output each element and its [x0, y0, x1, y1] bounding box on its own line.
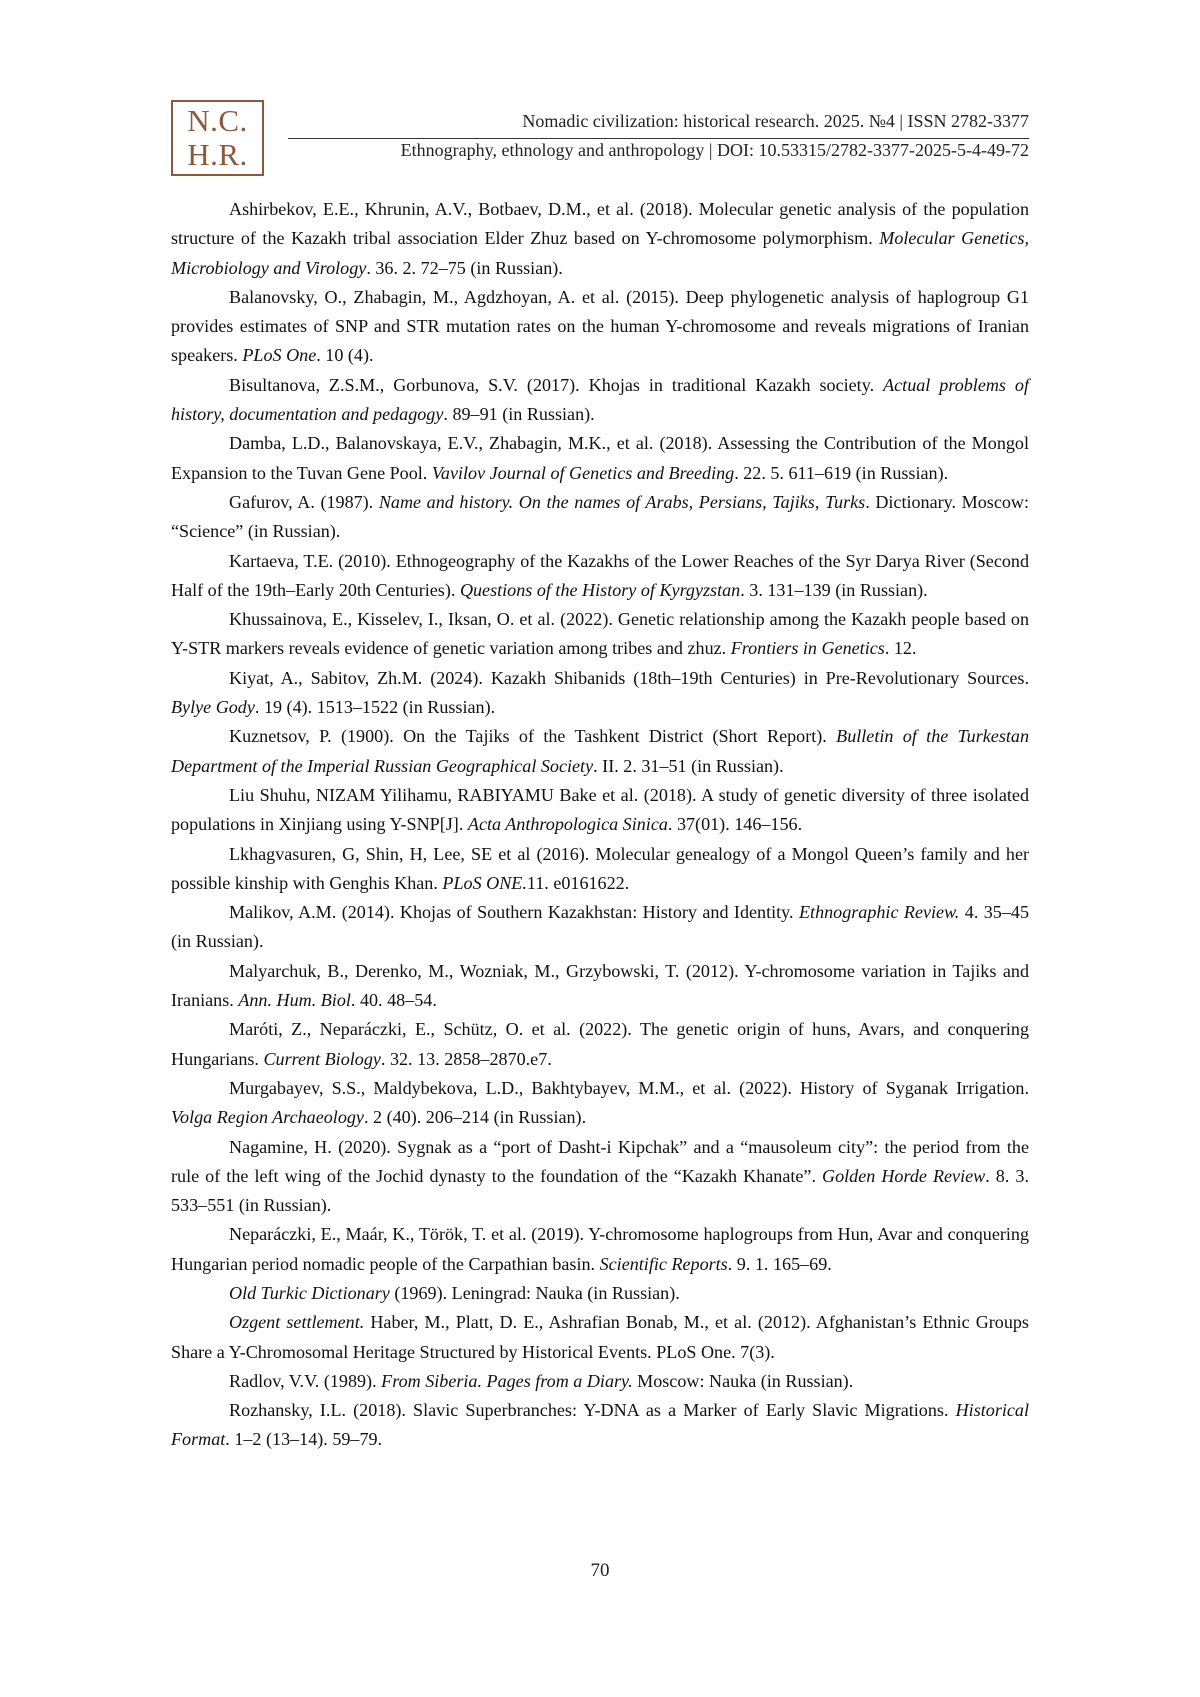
reference-source-title: Current Biology	[263, 1048, 381, 1069]
reference-text: Balanovsky, O., Zhabagin, M., Agdzhoyan, A. et al. (2015). Deep phylogenetic analysis of haplogroup G1 provides estimates of SNP and STR mutation rates on the human Y-chromosome and reveals migrations of Iranian speakers.	[171, 286, 1029, 366]
reference-entry	[171, 195, 1029, 283]
reference-details: . 89–91 (in Russian).	[443, 404, 595, 425]
reference-entry	[171, 1308, 1029, 1367]
reference-text: Neparáczki, E., Maár, K., Török, T. et al. (2019). Y-chromosome haplogroups from Hun, Avar and conquering Hungarian period nomadic people of the Carpathian basin.	[171, 1224, 1029, 1274]
reference-details: . 12.	[884, 638, 917, 659]
reference-details: Haber, M., Platt, D. E., Ashrafian Bonab, M., et al. (2012). Afghanistan’s Ethnic Groups Share a Y-Chromosomal Heritage Structured by Historical Events. PLoS One. 7(3).	[171, 1312, 1029, 1362]
reference-source-title: Bulletin of the Turkestan Department of the Imperial Russian Geographical Society	[171, 726, 1029, 776]
reference-entry	[171, 429, 1029, 488]
reference-text: Malyarchuk, B., Derenko, M., Wozniak, M., Grzybowski, T. (2012). Y-chromosome variation in Tajiks and Iranians.	[171, 960, 1029, 1011]
reference-entry	[171, 722, 1029, 781]
reference-source-title: PLoS One	[242, 345, 317, 366]
reference-text: Liu Shuhu, NIZAM Yilihamu, RABIYAMU Bake et al. (2018). A study of genetic diversity of three isolated populations in Xinjiang using Y-SNP[J].	[171, 784, 1029, 835]
reference-details: 4. 35–45 (in Russian).	[171, 902, 1029, 952]
reference-details: . 19 (4). 1513–1522 (in Russian).	[254, 697, 496, 718]
reference-source-title: Vavilov Journal of Genetics and Breeding	[431, 462, 735, 483]
logo-line-1: N.C.	[187, 103, 248, 138]
journal-info: Nomadic civilization: historical research. 2025. №4 | ISSN 2782-3377	[522, 111, 1029, 131]
reference-source-title: Volga Region Archaeology	[171, 1107, 364, 1128]
reference-source-title: Molecular Genetics, Microbiology and Virology	[171, 228, 1030, 278]
reference-text: Khussainova, E., Kisselev, I., Iksan, O. et al. (2022). Genetic relationship among the Kazakh people based on Y-STR markers reveals evidence of genetic variation among tribes and zhuz.	[171, 609, 1029, 659]
reference-text: Lkhagvasuren, G, Shin, H, Lee, SE et al (2016). Molecular genealogy of a Mongol Queen’s family and her possible kinship with Genghis Khan.	[171, 843, 1029, 893]
reference-source-title: Actual problems of history, documentation and pedagogy	[171, 374, 1030, 425]
reference-entry	[171, 664, 1029, 723]
reference-details: . 2 (40). 206–214 (in Russian).	[363, 1107, 587, 1128]
reference-text: Malikov, A.M. (2014). Khojas of Southern Kazakhstan: History and Identity.	[229, 902, 799, 923]
page-number: 70	[590, 1560, 610, 1581]
reference-entry	[171, 1074, 1029, 1133]
reference-entry	[171, 1133, 1029, 1221]
reference-entry	[171, 488, 1029, 547]
reference-text: Damba, L.D., Balanovskaya, E.V., Zhabagin, M.K., et al. (2018). Assessing the Contribution of the Mongol Expansion to the Tuvan Gene Pool.	[171, 433, 1029, 483]
reference-source-title: Questions of the History of Kyrgyzstan	[459, 579, 741, 600]
reference-entry	[171, 605, 1029, 664]
reference-source-title: Ann. Hum. Biol	[238, 990, 351, 1011]
reference-entry	[171, 957, 1029, 1016]
reference-source-title: From Siberia. Pages from a Diary.	[381, 1370, 633, 1391]
reference-text: Kiyat, A., Sabitov, Zh.M. (2024). Kazakh Shibanids (18th–19th Centuries) in Pre-Revolutionary Sources.	[229, 667, 1029, 688]
reference-details: . II. 2. 31–51 (in Russian).	[593, 755, 784, 776]
reference-source-title: Old Turkic Dictionary	[229, 1282, 390, 1303]
reference-details: . 10 (4).	[316, 345, 374, 366]
reference-text: Kartaeva, T.E. (2010). Ethnogeography of the Kazakhs of the Lower Reaches of the Syr Darya River (Second Half of the 19th–Early 20th Centuries).	[171, 550, 1029, 600]
reference-entry	[171, 1396, 1029, 1455]
reference-details: . 9. 1. 165–69.	[727, 1253, 832, 1274]
reference-details: . 40. 48–54.	[350, 990, 437, 1011]
section-doi: Ethnography, ethnology and anthropology | DOI: 10.53315/2782-3377-2025-5-4-49-72	[400, 140, 1029, 160]
reference-entry	[171, 1279, 1029, 1308]
reference-entry	[171, 547, 1029, 606]
reference-source-title: Ethnographic Review.	[798, 902, 960, 923]
reference-source-title: Scientific Reports	[599, 1253, 728, 1274]
reference-source-title: Golden Horde Review	[822, 1165, 986, 1186]
reference-details: . Dictionary. Moscow: “Science” (in Russian).	[171, 491, 1030, 542]
reference-details: . 22. 5. 611–619 (in Russian).	[734, 462, 949, 483]
logo-line-2: H.R.	[187, 137, 248, 172]
reference-source-title: Historical Format	[171, 1400, 1029, 1450]
reference-text: Kuznetsov, P. (1900). On the Tajiks of the Tashkent District (Short Report).	[229, 726, 837, 747]
reference-source-title: Frontiers in Genetics	[730, 638, 885, 659]
reference-entry	[171, 1220, 1029, 1279]
reference-entry	[171, 1015, 1029, 1074]
reference-source-title: Acta Anthropologica Sinica	[467, 814, 668, 835]
reference-source-title: Bylye Gody	[171, 697, 255, 718]
reference-text: Murgabayev, S.S., Maldybekova, L.D., Bakhtybayev, M.M., et al. (2022). History of Syganak Irrigation.	[229, 1077, 1029, 1098]
reference-source-title: PLoS ONE.	[442, 872, 527, 893]
reference-details: . 32. 13. 2858–2870.e7.	[380, 1048, 552, 1069]
reference-details: . 3. 131–139 (in Russian).	[740, 579, 928, 600]
reference-details: . 1–2 (13–14). 59–79.	[225, 1429, 383, 1450]
reference-details: Moscow: Nauka (in Russian).	[632, 1370, 854, 1391]
journal-logo	[171, 100, 264, 176]
reference-text: Gafurov, A. (1987).	[229, 491, 379, 512]
reference-details: . 36. 2. 72–75 (in Russian).	[366, 257, 563, 278]
reference-source-title: Ozgent settlement.	[229, 1312, 365, 1333]
reference-details: . 37(01). 146–156.	[667, 814, 803, 835]
reference-details: (1969). Leningrad: Nauka (in Russian).	[389, 1282, 680, 1303]
reference-text: Radlov, V.V. (1989).	[229, 1370, 382, 1391]
header-divider	[288, 138, 1029, 139]
reference-entry	[171, 781, 1029, 840]
reference-entry	[171, 371, 1029, 430]
reference-entry	[171, 1367, 1029, 1396]
reference-entry	[171, 283, 1029, 371]
reference-entry	[171, 898, 1029, 957]
reference-text: Maróti, Z., Neparáczki, E., Schütz, O. et al. (2022). The genetic origin of huns, Avars, and conquering Hungarians.	[171, 1019, 1029, 1069]
reference-source-title: Name and history. On the names of Arabs, Persians, Tajiks, Turks	[378, 491, 866, 512]
reference-list	[171, 195, 1029, 1455]
reference-text: Ashirbekov, E.E., Khrunin, A.V., Botbaev, D.M., et al. (2018). Molecular genetic analysis of the population structure of the Kazakh tribal association Elder Zhuz based on Y-chromosome polymorphism.	[171, 199, 1029, 249]
reference-text: Bisultanova, Z.S.M., Gorbunova, S.V. (2017). Khojas in traditional Kazakh society.	[229, 374, 884, 395]
reference-details: 11. e0161622.	[526, 872, 630, 893]
reference-entry	[171, 840, 1029, 899]
reference-text: Nagamine, H. (2020). Sygnak as a “port of Dasht-i Kipchak” and a “mausoleum city”: the period from the rule of the left wing of the Jochid dynasty to the foundation of the “Kazakh Khanate”.	[171, 1136, 1029, 1186]
reference-text: Rozhansky, I.L. (2018). Slavic Superbranches: Y-DNA as a Marker of Early Slavic Migrations.	[229, 1400, 956, 1421]
reference-details: . 8. 3. 533–551 (in Russian).	[171, 1165, 1029, 1216]
